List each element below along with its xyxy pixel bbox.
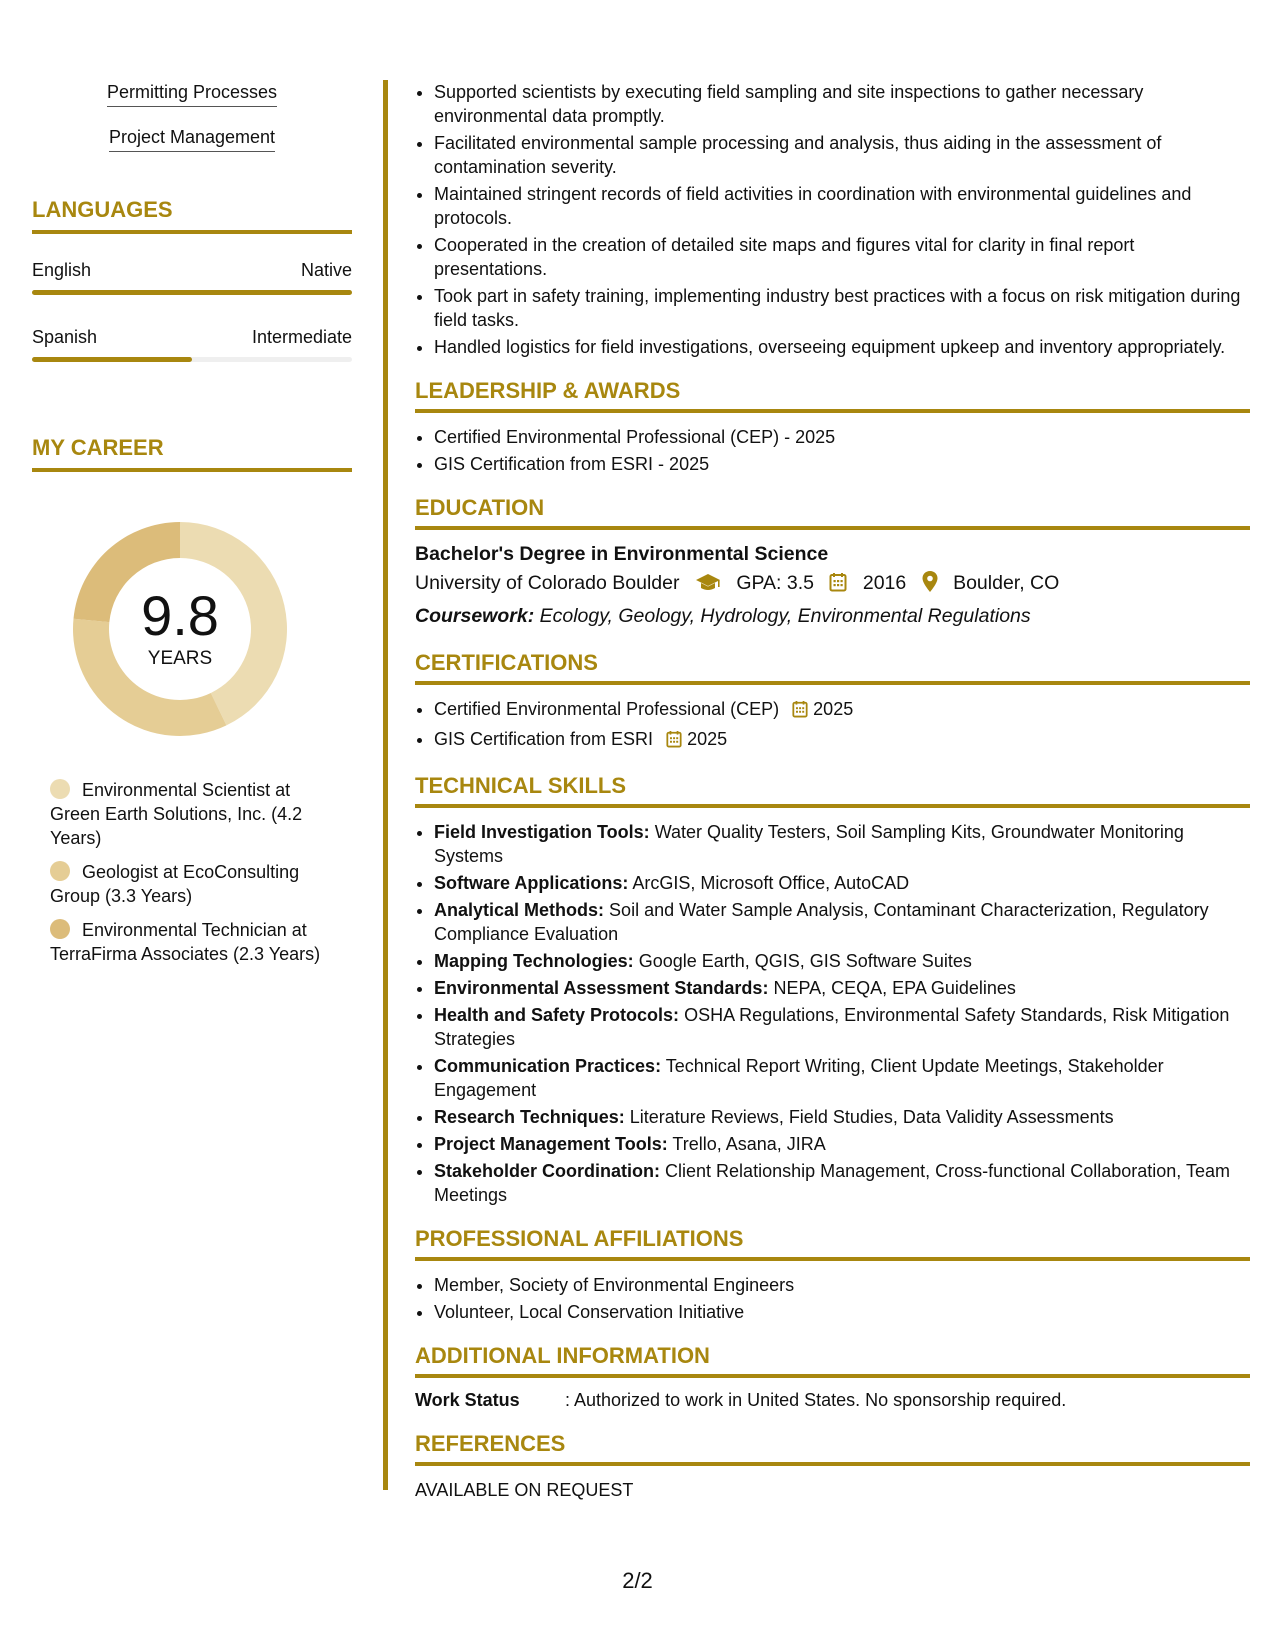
work-status-label: Work Status	[415, 1390, 520, 1410]
skill-label: Stakeholder Coordination:	[434, 1161, 661, 1181]
skill-text: Trello, Asana, JIRA	[672, 1134, 826, 1154]
references-heading: REFERENCES	[415, 1430, 1250, 1466]
degree-title: Bachelor's Degree in Environmental Science	[415, 543, 829, 565]
affiliation-item: • Member, Society of Environmental Engineers	[434, 1273, 1250, 1297]
skill-project-management: Project Management	[109, 125, 275, 152]
skill-text: ArcGIS, Microsoft Office, AutoCAD	[632, 873, 910, 893]
right-column	[415, 80, 1250, 1502]
languages-heading: LANGUAGES	[32, 196, 352, 234]
language-spanish	[32, 325, 352, 362]
skill-label: Analytical Methods:	[434, 900, 605, 920]
career-total-years: 9.8	[141, 584, 219, 647]
career-item	[50, 860, 330, 908]
experience-bullet: • Supported scientists by executing field sampling and site inspections to gather necessary environmental data promptly.	[434, 80, 1250, 128]
additional-info-section	[415, 1342, 1250, 1412]
technical-skills-section	[415, 772, 1250, 1207]
skill-text: Water Quality Testers, Soil Sampling Kits, Groundwater Monitoring Systems	[434, 822, 1184, 866]
education-location: Boulder, CO	[953, 572, 1060, 594]
references-text: AVAILABLE ON REQUEST	[415, 1480, 634, 1500]
language-bar	[32, 290, 352, 295]
certification-item	[434, 727, 1250, 754]
language-bar	[32, 357, 352, 362]
language-english	[32, 258, 352, 295]
skill-item	[434, 1054, 1250, 1102]
language-level: Native	[300, 260, 352, 280]
skill-label: Project Management Tools:	[434, 1134, 668, 1154]
career-item-text: Environmental Scientist at Green Earth Solutions, Inc. (4.2 Years)	[50, 780, 303, 848]
graduation-cap-icon	[695, 571, 721, 601]
language-name: English	[32, 260, 92, 280]
column-divider	[383, 80, 388, 1490]
skill-label: Research Techniques:	[434, 1107, 625, 1127]
skill-text: OSHA Regulations, Environmental Safety Standards, Risk Mitigation Strategies	[434, 1005, 1230, 1049]
experience-bullet: • Facilitated environmental sample processing and analysis, thus aiding in the assessment of contamination severity.	[434, 131, 1250, 179]
calendar-icon	[666, 730, 682, 754]
calendar-icon	[829, 571, 847, 601]
school-name: University of Colorado Boulder	[415, 572, 680, 594]
skill-label: Health and Safety Protocols:	[434, 1005, 680, 1025]
leadership-heading: LEADERSHIP & AWARDS	[415, 377, 1250, 413]
skill-label: Communication Practices:	[434, 1056, 662, 1076]
graduation-year: 2016	[862, 572, 907, 594]
career-dot-icon	[50, 779, 70, 799]
leadership-section	[415, 377, 1250, 476]
skill-text: Google Earth, QGIS, GIS Software Suites	[638, 951, 972, 971]
career-dot-icon	[50, 861, 70, 881]
experience-bullets	[415, 80, 1250, 359]
coursework-label: Coursework:	[415, 605, 535, 627]
additional-info-heading: ADDITIONAL INFORMATION	[415, 1342, 1250, 1378]
skill-label: Mapping Technologies:	[434, 951, 634, 971]
skill-item	[434, 1132, 1250, 1156]
skill-text: Literature Reviews, Field Studies, Data Validity Assessments	[629, 1107, 1114, 1127]
certifications-section	[415, 649, 1250, 754]
education-heading: EDUCATION	[415, 494, 1250, 530]
experience-bullet: • Took part in safety training, implementing industry best practices with a focus on risk mitigation during field tasks.	[434, 284, 1250, 332]
education-details	[415, 568, 1250, 601]
career-years-label: YEARS	[147, 648, 213, 669]
skill-text: NEPA, CEQA, EPA Guidelines	[773, 978, 1016, 998]
leadership-item: • GIS Certification from ESRI - 2025	[434, 452, 1250, 476]
skill-item	[434, 820, 1250, 868]
skill-label: Field Investigation Tools:	[434, 822, 650, 842]
technical-skills-heading: TECHNICAL SKILLS	[415, 772, 1250, 808]
work-status-value: : Authorized to work in United States. No sponsorship required.	[565, 1390, 1067, 1410]
language-level: Intermediate	[251, 327, 352, 347]
career-item	[50, 778, 330, 850]
education-section	[415, 494, 1250, 631]
certification-name: Certified Environmental Professional (CEP)	[434, 699, 780, 719]
certification-year: 2025	[687, 729, 728, 749]
skill-text: Soil and Water Sample Analysis, Contaminant Characterization, Regulatory Compliance Evaluation	[434, 900, 1209, 944]
skill-permitting-processes: Permitting Processes	[107, 80, 277, 107]
left-column	[32, 80, 352, 976]
career-donut-chart	[67, 516, 293, 742]
career-item	[50, 918, 330, 966]
skill-item	[434, 1159, 1250, 1207]
location-pin-icon	[922, 571, 938, 601]
certification-item	[434, 697, 1250, 724]
coursework	[415, 601, 1250, 631]
references-section	[415, 1430, 1250, 1502]
career-list	[50, 778, 330, 966]
calendar-icon	[792, 700, 808, 724]
skill-text: Technical Report Writing, Client Update Meetings, Stakeholder Engagement	[434, 1056, 1164, 1100]
career-item-text: Environmental Technician at TerraFirma Associates (2.3 Years)	[50, 920, 321, 964]
affiliations-heading: PROFESSIONAL AFFILIATIONS	[415, 1225, 1250, 1261]
language-bar-fill	[32, 290, 352, 295]
skill-item	[434, 976, 1250, 1000]
affiliation-item: • Volunteer, Local Conservation Initiative	[434, 1300, 1250, 1324]
career-item-text: Geologist at EcoConsulting Group (3.3 Years)	[50, 862, 300, 906]
gpa: GPA: 3.5	[736, 572, 814, 594]
career-heading: MY CAREER	[32, 434, 352, 472]
skill-item	[434, 871, 1250, 895]
affiliations-section	[415, 1225, 1250, 1324]
experience-bullet: • Cooperated in the creation of detailed site maps and figures vital for clarity in final report presentations.	[434, 233, 1250, 281]
experience-bullet: • Maintained stringent records of field activities in coordination with environmental guidelines and protocols.	[434, 182, 1250, 230]
skill-item	[434, 898, 1250, 946]
coursework-list: Ecology, Geology, Hydrology, Environmental Regulations	[539, 605, 1031, 627]
skill-label: Software Applications:	[434, 873, 629, 893]
language-name: Spanish	[32, 327, 98, 347]
skill-text: Client Relationship Management, Cross-functional Collaboration, Team Meetings	[434, 1161, 1230, 1205]
language-bar-fill	[32, 357, 192, 362]
certification-year: 2025	[813, 699, 854, 719]
leadership-item: • Certified Environmental Professional (CEP) - 2025	[434, 425, 1250, 449]
certifications-heading: CERTIFICATIONS	[415, 649, 1250, 685]
skill-item	[434, 949, 1250, 973]
career-dot-icon	[50, 919, 70, 939]
certification-name: GIS Certification from ESRI	[434, 729, 654, 749]
skill-label: Environmental Assessment Standards:	[434, 978, 769, 998]
experience-bullet: • Handled logistics for field investigations, overseeing equipment upkeep and inventory appropriately.	[434, 335, 1250, 359]
page-number: 2/2	[622, 1568, 653, 1593]
skill-item	[434, 1105, 1250, 1129]
skill-item	[434, 1003, 1250, 1051]
